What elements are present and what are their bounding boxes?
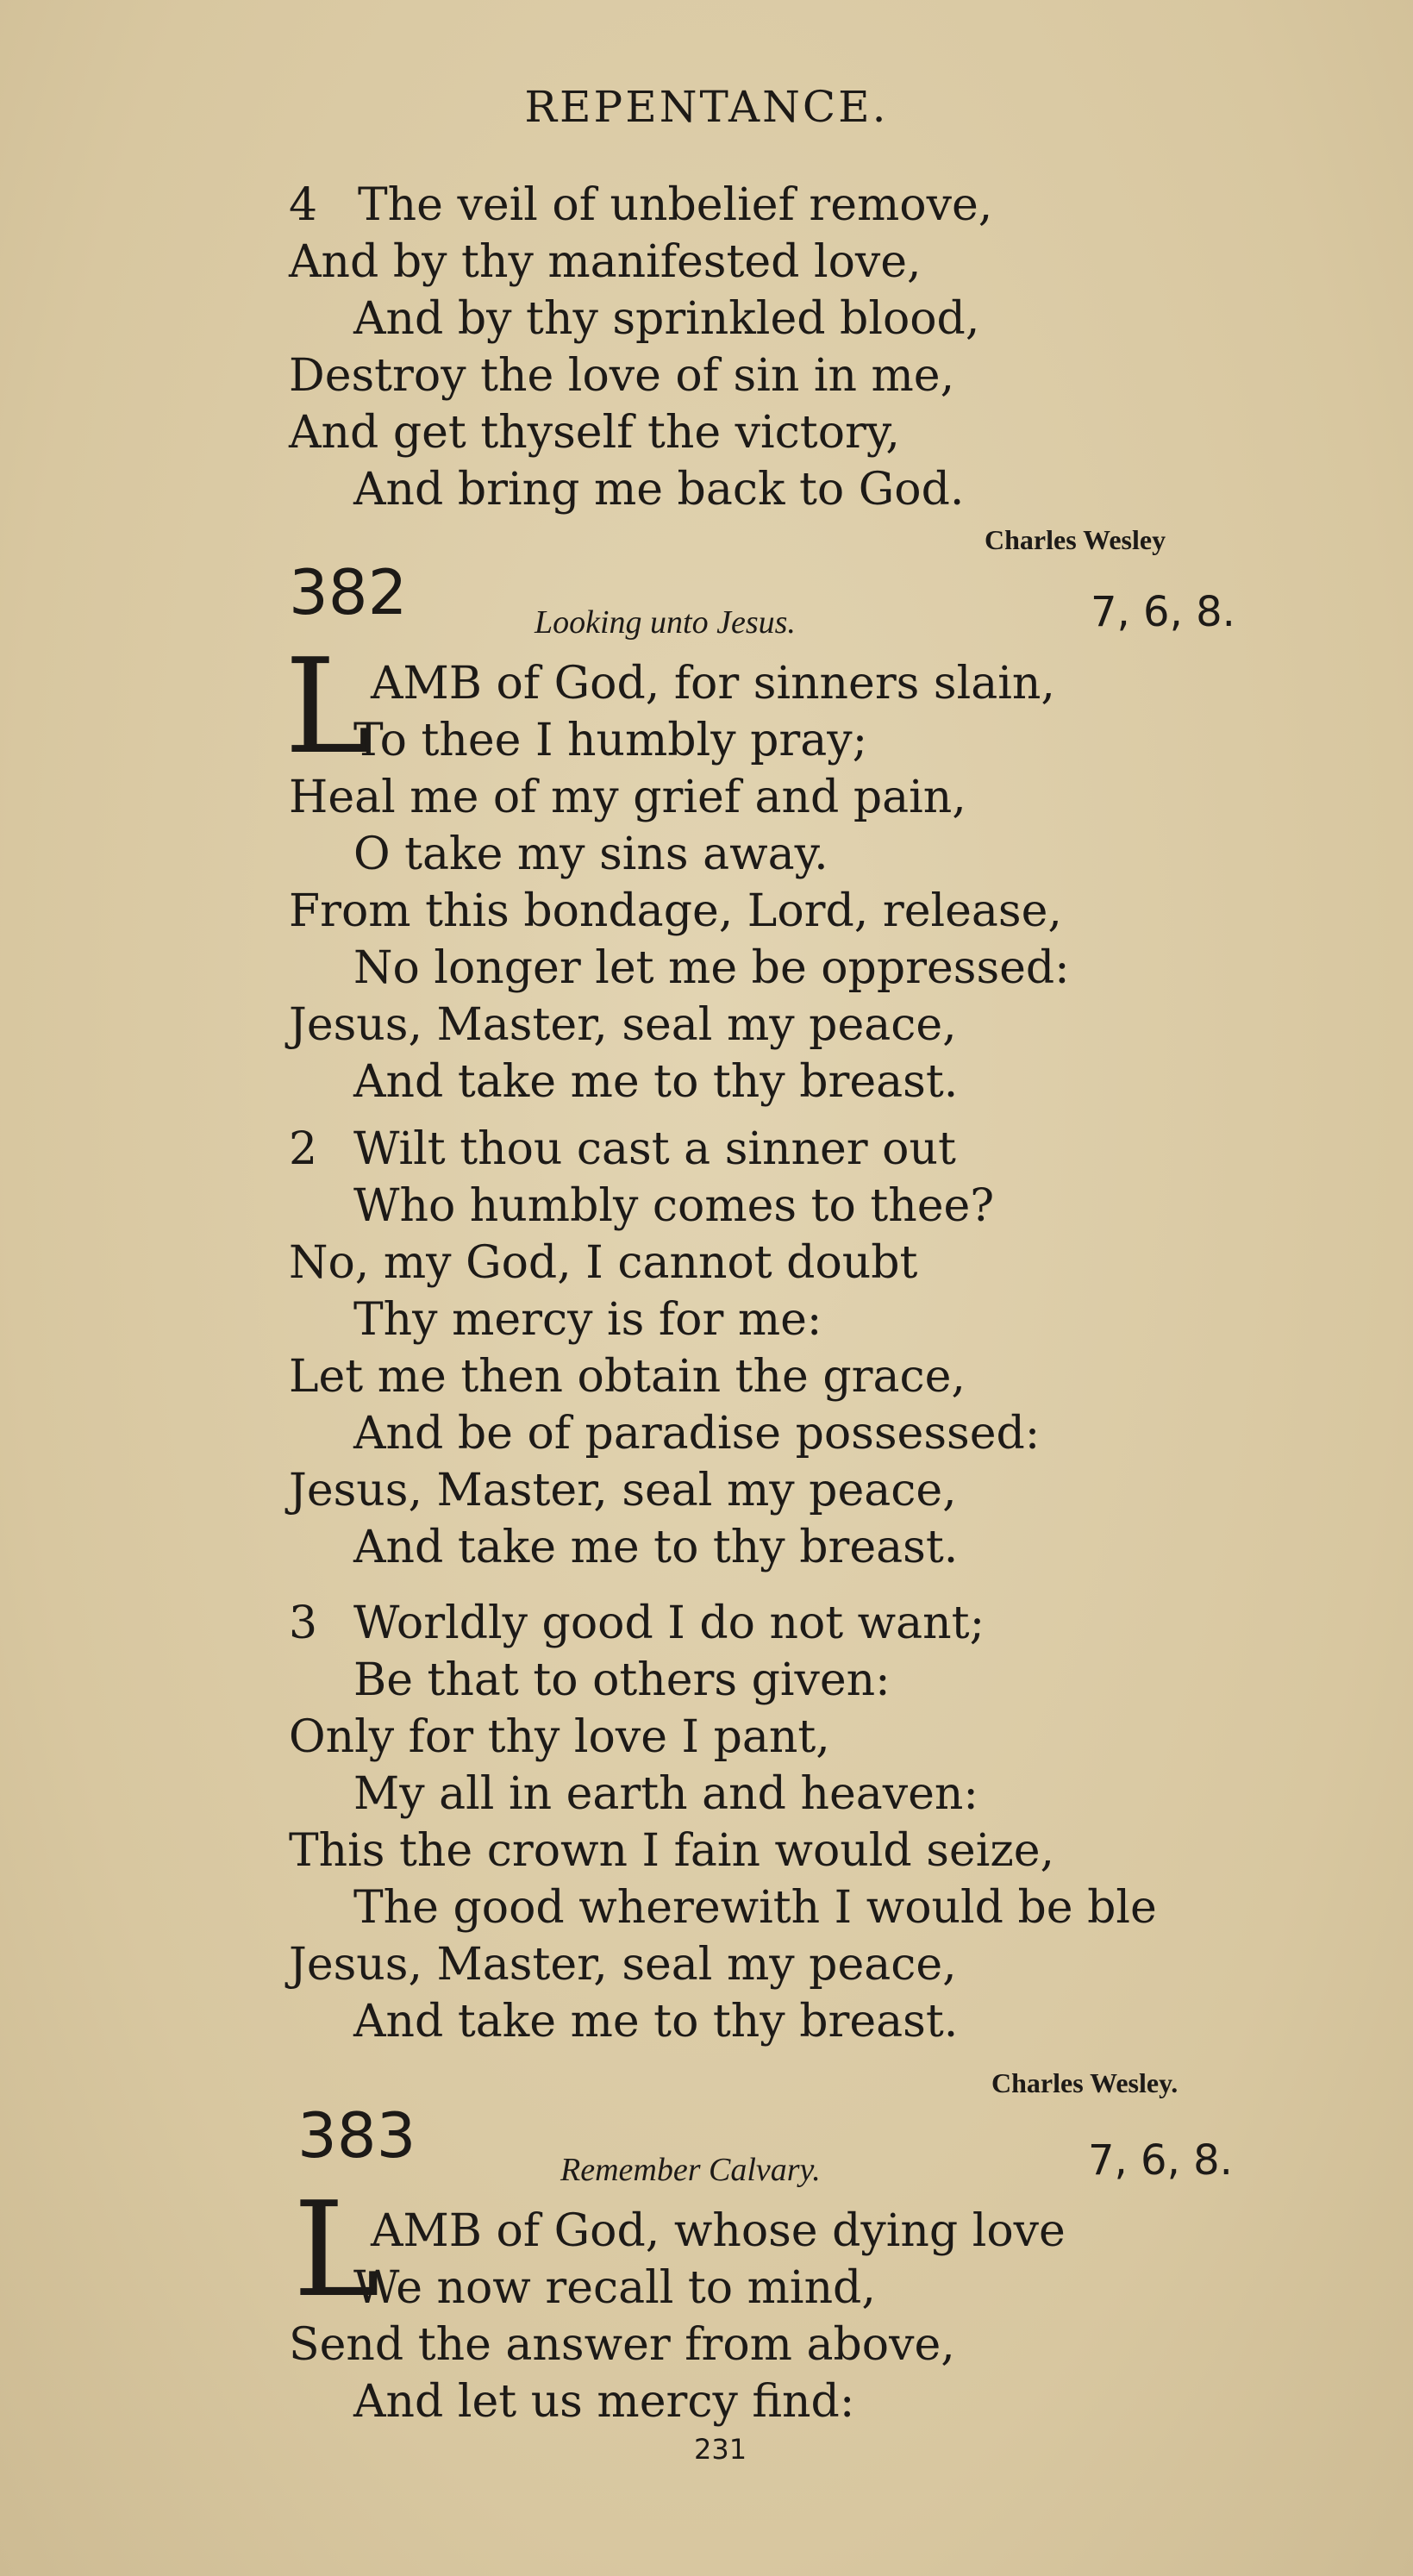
verse-line: Heal me of my grief and pain, — [289, 772, 966, 823]
verse-number: 4 — [289, 179, 318, 231]
verse-line: And get thyself the victory, — [289, 407, 900, 459]
verse-line: Wilt thou cast a sinner out — [353, 1123, 956, 1175]
page-number: 231 — [694, 2433, 747, 2466]
verse-line: AMB of God, for sinners slain, — [371, 658, 1055, 710]
hymn-title: Remember Calvary. — [560, 2152, 821, 2188]
verse-line: Be that to others given: — [353, 1654, 891, 1706]
verse-number: 3 — [289, 1597, 318, 1649]
verse-line: My all in earth and heaven: — [353, 1768, 978, 1820]
drop-cap: L — [284, 630, 372, 783]
drop-cap: L — [293, 2173, 380, 2326]
verse-line: And bring me back to God. — [353, 464, 965, 516]
verse-line: Destroy the love of sin in me, — [289, 350, 955, 402]
verse-line: Send the answer from above, — [289, 2319, 955, 2371]
hymn-author: Charles Wesley — [985, 524, 1166, 555]
verse-line: Jesus, Master, seal my peace, — [289, 1939, 957, 1991]
verse-line: O take my sins away. — [353, 828, 828, 880]
verse-line: Worldly good I do not want; — [353, 1597, 985, 1649]
verse-number: 2 — [289, 1123, 318, 1175]
verse-line: And be of paradise possessed: — [353, 1408, 1041, 1460]
verse-line: Who humbly comes to thee? — [353, 1180, 995, 1232]
page-header: REPENTANCE. — [524, 82, 889, 132]
hymn-number: 382 — [289, 556, 408, 628]
verse-line: And by thy sprinkled blood, — [353, 293, 980, 345]
verse-line: No longer let me be oppressed: — [353, 942, 1070, 994]
verse-line: And take me to thy breast. — [353, 1996, 959, 2048]
verse-line: And let us mercy find: — [353, 2376, 855, 2428]
verse-line: The veil of unbelief remove, — [358, 179, 993, 231]
verse-line: This the crown I fain would seize, — [289, 1825, 1055, 1877]
verse-line: And by thy manifested love, — [289, 236, 922, 288]
hymn-meter: 7, 6, 8. — [1091, 588, 1235, 636]
verse-line: AMB of God, whose dying love — [371, 2205, 1066, 2257]
hymn-meter: 7, 6, 8. — [1088, 2136, 1233, 2185]
hymn-title: Looking unto Jesus. — [535, 604, 796, 641]
verse-line: No, my God, I cannot doubt — [289, 1237, 918, 1289]
verse-line: From this bondage, Lord, release, — [289, 885, 1062, 937]
verse-line: Jesus, Master, seal my peace, — [289, 1465, 957, 1516]
verse-line: Thy mercy is for me: — [353, 1294, 822, 1346]
verse-line: Only for thy love I pant, — [289, 1711, 830, 1763]
verse-line: And take me to thy breast. — [353, 1056, 959, 1108]
verse-line: The good wherewith I would be ble — [353, 1882, 1157, 1934]
hymn-author: Charles Wesley. — [991, 2067, 1179, 2098]
hymn-number: 383 — [297, 2099, 416, 2172]
verse-line: And take me to thy breast. — [353, 1522, 959, 1573]
verse-line: Let me then obtain the grace, — [289, 1351, 966, 1403]
verse-line: We now recall to mind, — [353, 2262, 876, 2314]
verse-line: To thee I humbly pray; — [353, 715, 868, 766]
verse-line: Jesus, Master, seal my peace, — [289, 999, 957, 1051]
